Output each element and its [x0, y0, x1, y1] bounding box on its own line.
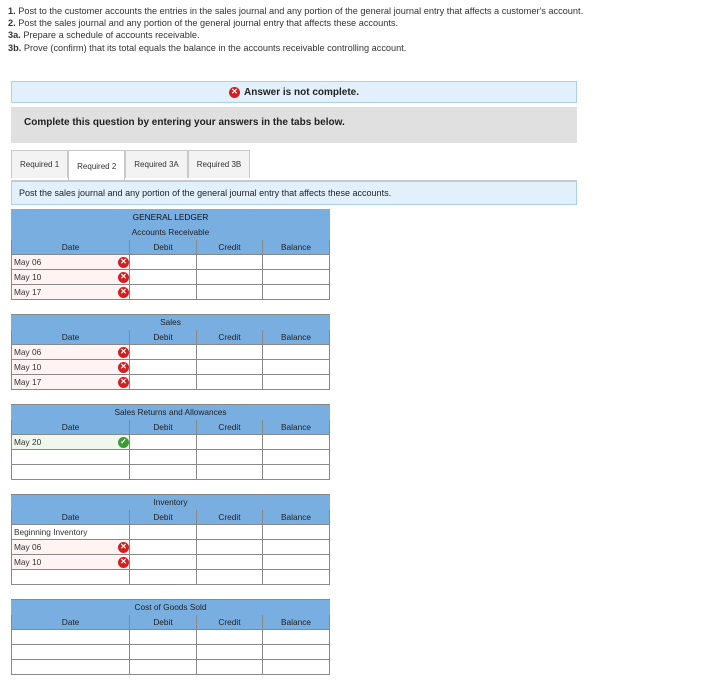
x-icon: ✕ [118, 557, 129, 568]
date-cell[interactable] [12, 570, 130, 585]
debit-cell[interactable] [130, 555, 197, 570]
x-icon: ✕ [118, 347, 129, 358]
col-date: Date [12, 420, 130, 435]
table-row [12, 270, 330, 285]
account-name: Sales Returns and Allowances [12, 405, 330, 420]
credit-cell[interactable] [197, 540, 263, 555]
balance-cell[interactable] [263, 360, 330, 375]
date-cell[interactable]: May 06 ✕ [12, 255, 130, 270]
credit-cell[interactable] [197, 255, 263, 270]
x-icon: ✕ [118, 272, 129, 283]
x-icon: ✕ [118, 377, 129, 388]
balance-cell[interactable] [263, 570, 330, 585]
col-credit: Credit [197, 510, 263, 525]
balance-cell[interactable] [263, 555, 330, 570]
date-cell[interactable] [12, 465, 130, 480]
col-date: Date [12, 510, 130, 525]
credit-cell[interactable] [197, 645, 263, 660]
table-row [12, 645, 330, 660]
date-cell[interactable] [12, 450, 130, 465]
date-cell[interactable]: May 20 ✓ [12, 435, 130, 450]
col-credit: Credit [197, 420, 263, 435]
instructions: 1. Post to the customer accounts the entries in the sales journal and any portion of the general journal entry that affects a customer's account. 2. Post the sales journal and any portion of the general journal entry that affects these accounts. 3a. Prepare a schedule of accounts receivable. 3b. Prove (confirm) that its total equals the balance in the accounts receivable controlling account. [8, 6, 584, 53]
debit-cell[interactable] [130, 435, 197, 450]
tab-required-3a[interactable]: Required 3A [125, 150, 187, 178]
balance-cell[interactable] [263, 630, 330, 645]
table-row [12, 540, 330, 555]
col-date: Date [12, 615, 130, 630]
spacer [12, 585, 330, 600]
table-row [12, 255, 330, 270]
account-name: Inventory [12, 495, 330, 510]
table-row [12, 555, 330, 570]
credit-cell[interactable] [197, 375, 263, 390]
col-balance: Balance [263, 615, 330, 630]
account-name: Accounts Receivable [12, 225, 330, 240]
table-row [12, 285, 330, 300]
credit-cell[interactable] [197, 570, 263, 585]
credit-cell[interactable] [197, 285, 263, 300]
x-icon: ✕ [118, 542, 129, 553]
answer-status-banner [11, 81, 577, 103]
date-cell[interactable]: May 10 ✕ [12, 555, 130, 570]
table-row [12, 450, 330, 465]
date-cell[interactable] [12, 645, 130, 660]
date-cell: Beginning Inventory [12, 525, 130, 540]
balance-cell[interactable] [263, 375, 330, 390]
date-cell[interactable]: May 17 ✕ [12, 375, 130, 390]
col-balance: Balance [263, 510, 330, 525]
debit-cell[interactable] [130, 270, 197, 285]
table-row [12, 570, 330, 585]
balance-cell[interactable] [263, 255, 330, 270]
col-credit: Credit [197, 615, 263, 630]
credit-cell[interactable] [197, 450, 263, 465]
spacer [12, 480, 330, 495]
debit-cell[interactable] [130, 450, 197, 465]
col-date: Date [12, 240, 130, 255]
debit-cell[interactable] [130, 540, 197, 555]
x-icon: ✕ [118, 362, 129, 373]
credit-cell[interactable] [197, 630, 263, 645]
balance-cell[interactable] [263, 270, 330, 285]
tab-required-1[interactable]: Required 1 [11, 150, 68, 178]
debit-cell[interactable] [130, 525, 197, 540]
account-name: Sales [12, 315, 330, 330]
post-instructions: Post the sales journal and any portion of the general journal entry that affects these accounts. [11, 181, 577, 205]
x-icon: ✕ [118, 287, 129, 298]
col-balance: Balance [263, 420, 330, 435]
spacer [12, 300, 330, 315]
col-balance: Balance [263, 330, 330, 345]
balance-cell[interactable] [263, 645, 330, 660]
balance-cell[interactable] [263, 285, 330, 300]
complete-instructions: Complete this question by entering your answers in the tabs below. [11, 107, 577, 143]
col-debit: Debit [130, 420, 197, 435]
table-row [12, 345, 330, 360]
table-row [12, 375, 330, 390]
spacer [12, 390, 330, 405]
balance-cell[interactable] [263, 465, 330, 480]
tab-bar [11, 150, 250, 180]
credit-cell[interactable] [197, 435, 263, 450]
credit-cell[interactable] [197, 270, 263, 285]
date-cell[interactable]: May 06 ✕ [12, 540, 130, 555]
col-debit: Debit [130, 330, 197, 345]
credit-cell[interactable] [197, 465, 263, 480]
x-icon: ✕ [118, 257, 129, 268]
debit-cell[interactable] [130, 375, 197, 390]
balance-cell[interactable] [263, 345, 330, 360]
table-row [12, 465, 330, 480]
check-icon: ✓ [118, 437, 129, 448]
col-debit: Debit [130, 615, 197, 630]
date-cell[interactable]: May 10 ✕ [12, 270, 130, 285]
date-cell[interactable]: May 17 ✕ [12, 285, 130, 300]
ledger-title: GENERAL LEDGER [12, 210, 330, 225]
debit-cell[interactable] [130, 630, 197, 645]
debit-cell[interactable] [130, 645, 197, 660]
balance-cell[interactable] [263, 435, 330, 450]
table-row [12, 660, 330, 675]
table-row [12, 525, 330, 540]
date-cell[interactable]: May 06 ✕ [12, 345, 130, 360]
credit-cell[interactable] [197, 555, 263, 570]
col-date: Date [12, 330, 130, 345]
credit-cell[interactable] [197, 345, 263, 360]
table-row [12, 360, 330, 375]
col-balance: Balance [263, 240, 330, 255]
table-row [12, 630, 330, 645]
debit-cell[interactable] [130, 360, 197, 375]
general-ledger-table [11, 209, 330, 675]
date-cell[interactable] [12, 630, 130, 645]
balance-cell[interactable] [263, 540, 330, 555]
col-debit: Debit [130, 240, 197, 255]
date-cell[interactable]: May 10 ✕ [12, 360, 130, 375]
x-icon: ✕ [229, 87, 240, 98]
balance-cell[interactable] [263, 450, 330, 465]
col-credit: Credit [197, 330, 263, 345]
tab-required-2[interactable]: Required 2 [68, 150, 125, 181]
table-row [12, 435, 330, 450]
credit-cell[interactable] [197, 660, 263, 675]
account-name: Cost of Goods Sold [12, 600, 330, 615]
balance-cell[interactable] [263, 525, 330, 540]
date-cell[interactable] [12, 660, 130, 675]
col-debit: Debit [130, 510, 197, 525]
debit-cell[interactable] [130, 465, 197, 480]
credit-cell[interactable] [197, 360, 263, 375]
col-credit: Credit [197, 240, 263, 255]
debit-cell[interactable] [130, 285, 197, 300]
debit-cell[interactable] [130, 345, 197, 360]
debit-cell[interactable] [130, 660, 197, 675]
debit-cell[interactable] [130, 255, 197, 270]
credit-cell[interactable] [197, 525, 263, 540]
tab-required-3b[interactable]: Required 3B [188, 150, 250, 178]
balance-cell[interactable] [263, 660, 330, 675]
debit-cell[interactable] [130, 570, 197, 585]
answer-status-text: Answer is not complete. [243, 86, 360, 98]
